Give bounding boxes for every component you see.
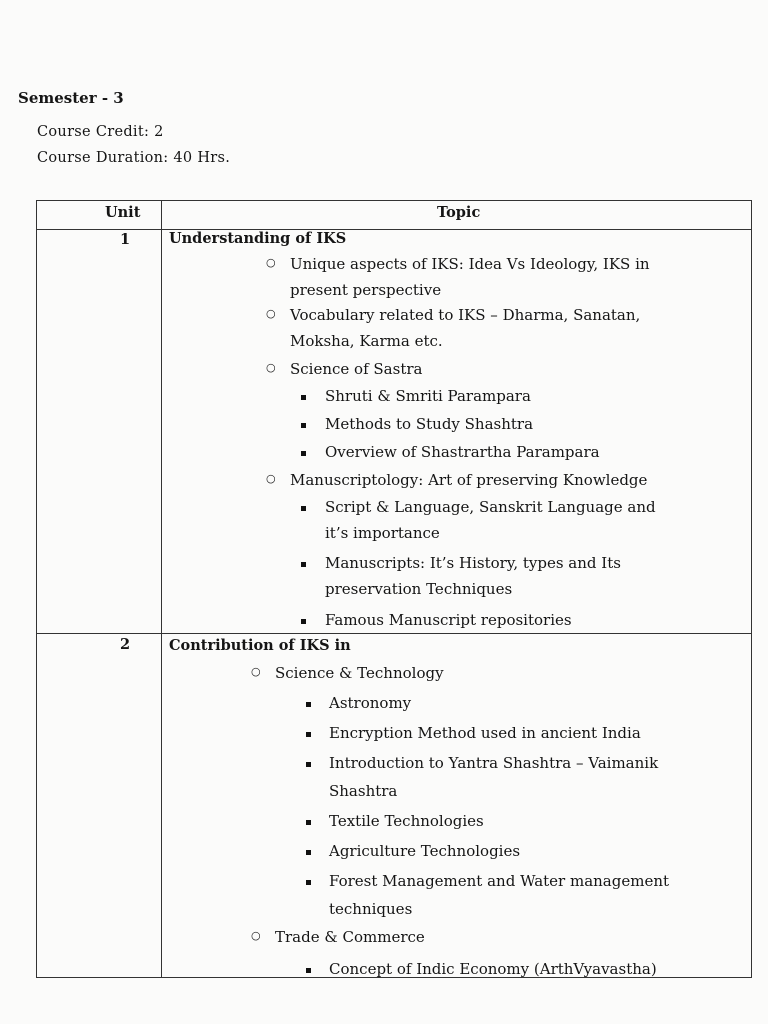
square-bullet-icon bbox=[306, 702, 311, 707]
topic-item: Trade & Commerce bbox=[275, 928, 425, 946]
table-header-topic: Topic bbox=[437, 204, 481, 221]
square-bullet-icon bbox=[306, 820, 311, 825]
hollow-bullet-icon: ○ bbox=[266, 361, 276, 374]
topic-item: Unique aspects of IKS: Idea Vs Ideology, IKS in bbox=[290, 255, 650, 273]
square-bullet-icon bbox=[301, 395, 306, 400]
topic-item: Manuscriptology: Art of preserving Knowledge bbox=[290, 471, 648, 489]
unit-number: 2 bbox=[120, 636, 131, 653]
topic-item: present perspective bbox=[290, 281, 442, 299]
square-bullet-icon bbox=[301, 451, 306, 456]
course-duration: Course Duration: 40 Hrs. bbox=[37, 150, 231, 166]
subtopic-item: Concept of Indic Economy (ArthVyavastha) bbox=[329, 960, 657, 978]
subtopic-item: Astronomy bbox=[329, 694, 412, 712]
subtopic-item: Script & Language, Sanskrit Language and bbox=[325, 498, 656, 516]
unit-title: Understanding of IKS bbox=[169, 230, 347, 247]
course-credit: Course Credit: 2 bbox=[37, 124, 164, 140]
subtopic-item: Overview of Shastrartha Parampara bbox=[325, 443, 600, 461]
square-bullet-icon bbox=[301, 506, 306, 511]
unit-title: Contribution of IKS in bbox=[169, 637, 351, 654]
subtopic-item: Agriculture Technologies bbox=[329, 842, 521, 860]
topic-item: Science & Technology bbox=[275, 664, 444, 682]
subtopic-item: Manuscripts: It’s History, types and Its bbox=[325, 554, 621, 572]
square-bullet-icon bbox=[301, 619, 306, 624]
table-header-divider bbox=[36, 229, 752, 230]
square-bullet-icon bbox=[306, 880, 311, 885]
subtopic-item: Methods to Study Shashtra bbox=[325, 415, 534, 433]
square-bullet-icon bbox=[306, 850, 311, 855]
subtopic-item: preservation Techniques bbox=[325, 580, 513, 598]
unit-number: 1 bbox=[120, 231, 131, 248]
table-column-divider bbox=[161, 200, 162, 978]
topic-item: Science of Sastra bbox=[290, 360, 423, 378]
square-bullet-icon bbox=[301, 423, 306, 428]
hollow-bullet-icon: ○ bbox=[266, 256, 276, 269]
hollow-bullet-icon: ○ bbox=[266, 472, 276, 485]
semester-heading: Semester - 3 bbox=[18, 89, 124, 107]
subtopic-item: Introduction to Yantra Shashtra – Vaimanik bbox=[329, 754, 659, 772]
table-row-divider bbox=[36, 633, 752, 634]
subtopic-item: Shashtra bbox=[329, 782, 398, 800]
topic-item: Moksha, Karma etc. bbox=[290, 332, 443, 350]
hollow-bullet-icon: ○ bbox=[251, 665, 261, 678]
subtopic-item: Encryption Method used in ancient India bbox=[329, 724, 641, 742]
subtopic-item: Forest Management and Water management bbox=[329, 872, 670, 890]
subtopic-item: Shruti & Smriti Parampara bbox=[325, 387, 531, 405]
subtopic-item: Textile Technologies bbox=[329, 812, 484, 830]
square-bullet-icon bbox=[301, 562, 306, 567]
square-bullet-icon bbox=[306, 968, 311, 973]
table-header-unit: Unit bbox=[105, 204, 141, 221]
square-bullet-icon bbox=[306, 732, 311, 737]
topic-item: Vocabulary related to IKS – Dharma, Sanatan, bbox=[290, 306, 641, 324]
subtopic-item: techniques bbox=[329, 900, 413, 918]
square-bullet-icon bbox=[306, 762, 311, 767]
subtopic-item: Famous Manuscript repositories bbox=[325, 611, 572, 629]
subtopic-item: it’s importance bbox=[325, 524, 440, 542]
hollow-bullet-icon: ○ bbox=[251, 929, 261, 942]
hollow-bullet-icon: ○ bbox=[266, 307, 276, 320]
